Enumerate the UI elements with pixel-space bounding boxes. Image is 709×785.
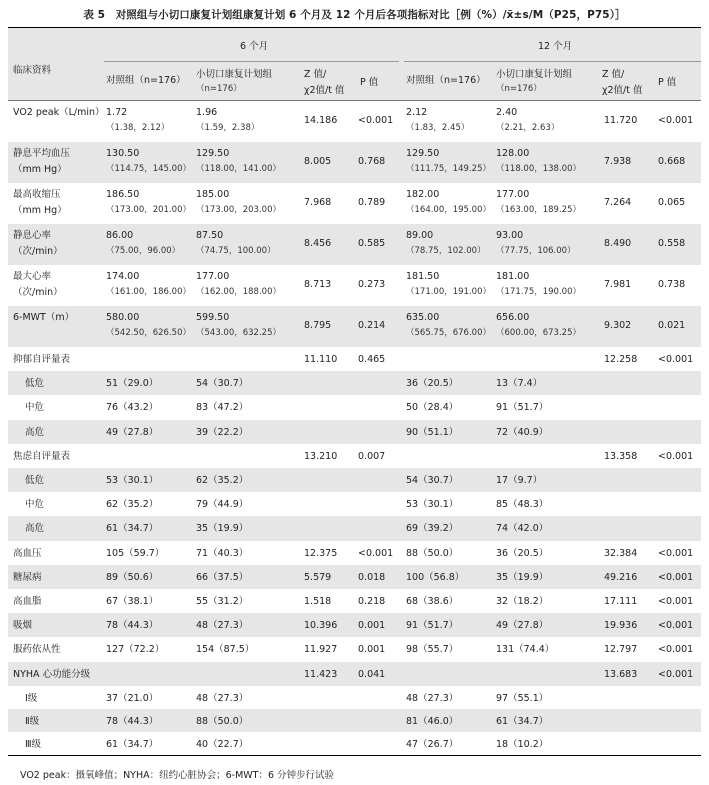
cell-p6: 0.018 bbox=[358, 571, 386, 583]
cell-p12: 0.021 bbox=[658, 320, 686, 331]
cell-m6c: 186.50 bbox=[106, 189, 140, 200]
cell-m12p: 32（18.2） bbox=[496, 596, 549, 607]
cell-m12c: 50（28.4） bbox=[406, 402, 459, 414]
cell-m6c: 49（27.8） bbox=[106, 426, 159, 438]
cell-p12: <0.001 bbox=[658, 354, 694, 365]
cell-m6p-range: （74.75，100.00） bbox=[196, 246, 276, 256]
cell-p6: 0.273 bbox=[358, 279, 386, 290]
cell-m6p: 39（22.2） bbox=[196, 426, 249, 438]
cell-m12c: 48（27.3） bbox=[406, 692, 459, 704]
cell-m12c-range: （565.75，676.00） bbox=[406, 328, 491, 338]
cell-m6p: 62（35.2） bbox=[196, 475, 249, 486]
cell-label: 最大心率 bbox=[13, 271, 52, 282]
cell-m6c: 67（38.1） bbox=[106, 596, 159, 607]
cell-label2: （次/min） bbox=[13, 246, 63, 257]
cell-m6c-range: （161.00，186.00） bbox=[106, 287, 191, 297]
cell-m12c: 54（30.7） bbox=[406, 475, 459, 486]
cell-m12p: 656.00 bbox=[496, 312, 530, 323]
table-row bbox=[8, 468, 701, 492]
header-rule-6 bbox=[104, 61, 399, 62]
cell-m6p: 54（30.7） bbox=[196, 378, 249, 390]
cell-p6: 0.465 bbox=[358, 354, 386, 365]
cell-label2: （mm Hg） bbox=[13, 205, 67, 216]
cell-p6: 0.768 bbox=[358, 156, 386, 167]
cell-m6c: 105（59.7） bbox=[106, 547, 165, 559]
cell-m6p-range: （118.00，141.00） bbox=[196, 164, 281, 174]
cell-m12p: 36（20.5） bbox=[496, 547, 549, 559]
cell-label: 服药依从性 bbox=[13, 644, 61, 656]
cell-s6: 7.968 bbox=[304, 197, 332, 208]
cell-s12: 13.358 bbox=[604, 450, 638, 462]
cell-m12p-range: （118.00，138.00） bbox=[496, 164, 581, 174]
cell-p6: 0.001 bbox=[358, 620, 386, 632]
cell-p12: 0.065 bbox=[658, 197, 686, 208]
header-p-6: P 值 bbox=[360, 77, 379, 88]
header-plan-12: 小切口康复计划组 bbox=[496, 69, 573, 80]
header-plan-n-12: （n=176） bbox=[496, 84, 542, 94]
header-stat-12: Z 值/ bbox=[602, 69, 625, 80]
cell-m12p-range: （77.75，106.00） bbox=[496, 246, 576, 256]
cell-m12p-range: （171.75，190.00） bbox=[496, 287, 581, 297]
cell-m6c: 62（35.2） bbox=[106, 499, 159, 511]
cell-label2: （mm Hg） bbox=[13, 164, 67, 175]
cell-label: NYHA 心功能分级 bbox=[13, 668, 91, 680]
cell-label: 静息平均血压 bbox=[13, 148, 71, 159]
cell-m12c: 635.00 bbox=[406, 312, 440, 323]
cell-m12c: 36（20.5） bbox=[406, 378, 459, 390]
cell-label: VO2 peak（L/min） bbox=[13, 107, 105, 118]
cell-s12: 7.938 bbox=[604, 156, 632, 167]
cell-m6p: 87.50 bbox=[196, 230, 224, 241]
cell-m12p: 49（27.8） bbox=[496, 620, 549, 632]
cell-m12p: 17（9.7） bbox=[496, 475, 543, 486]
cell-m12p: 91（51.7） bbox=[496, 402, 549, 414]
cell-m12c: 68（38.6） bbox=[406, 596, 459, 607]
table-row bbox=[8, 492, 701, 516]
cell-p6: 0.218 bbox=[358, 596, 386, 607]
cell-m6p-range: （543.00，632.25） bbox=[196, 328, 281, 338]
table-row bbox=[8, 142, 701, 183]
cell-m12c: 47（26.7） bbox=[406, 738, 459, 750]
cell-m12c: 69（39.2） bbox=[406, 523, 459, 535]
cell-m6p: 599.50 bbox=[196, 312, 230, 323]
table-row bbox=[8, 662, 701, 686]
cell-label2: （次/min） bbox=[13, 287, 63, 298]
cell-s6: 12.375 bbox=[304, 547, 338, 559]
table-row bbox=[8, 516, 701, 540]
table-row bbox=[8, 709, 701, 732]
cell-s12: 8.490 bbox=[604, 238, 632, 249]
cell-m12c: 53（30.1） bbox=[406, 499, 459, 511]
cell-m6c: 1.72 bbox=[106, 107, 128, 118]
table-row bbox=[8, 541, 701, 565]
results-table bbox=[8, 27, 701, 756]
header-control-6: 对照组（n=176） bbox=[106, 75, 186, 86]
cell-m12c: 129.50 bbox=[406, 148, 440, 159]
cell-s12: 12.797 bbox=[604, 644, 638, 656]
cell-m6c: 53（30.1） bbox=[106, 475, 159, 486]
cell-s6: 1.518 bbox=[304, 596, 332, 607]
cell-m12p-range: （600.00，673.25） bbox=[496, 328, 581, 338]
cell-p6: 0.585 bbox=[358, 238, 386, 249]
cell-s12: 49.216 bbox=[604, 571, 638, 583]
cell-label: Ⅰ级 bbox=[25, 692, 38, 704]
cell-s12: 13.683 bbox=[604, 668, 638, 680]
cell-m6p: 129.50 bbox=[196, 148, 230, 159]
cell-m12c: 89.00 bbox=[406, 230, 434, 241]
cell-s6: 11.110 bbox=[304, 354, 338, 365]
cell-m6c: 86.00 bbox=[106, 230, 134, 241]
cell-s6: 11.927 bbox=[304, 644, 338, 656]
cell-m6c: 76（43.2） bbox=[106, 402, 159, 414]
table-row bbox=[8, 732, 701, 755]
cell-m6p: 71（40.3） bbox=[196, 547, 249, 559]
cell-s6: 8.795 bbox=[304, 320, 332, 331]
cell-p12: <0.001 bbox=[658, 547, 694, 559]
cell-m12p: 131（74.4） bbox=[496, 644, 555, 656]
cell-label: 吸烟 bbox=[13, 620, 33, 632]
cell-m12p: 128.00 bbox=[496, 148, 530, 159]
cell-s12: 7.264 bbox=[604, 197, 632, 208]
cell-label: 6-MWT（m） bbox=[13, 312, 75, 323]
cell-m12p: 61（34.7） bbox=[496, 715, 549, 727]
cell-p12: <0.001 bbox=[658, 596, 694, 607]
cell-m12p: 74（42.0） bbox=[496, 523, 549, 535]
table-row bbox=[8, 686, 701, 709]
cell-label: 糖尿病 bbox=[13, 571, 42, 583]
cell-m12c: 181.50 bbox=[406, 271, 440, 282]
cell-p6: 0.789 bbox=[358, 197, 386, 208]
cell-m12p: 97（55.1） bbox=[496, 692, 549, 704]
cell-m6p: 177.00 bbox=[196, 271, 230, 282]
cell-label: 高危 bbox=[25, 523, 45, 535]
cell-m12c-range: （171.00，191.00） bbox=[406, 287, 491, 297]
cell-m6c: 78（44.3） bbox=[106, 620, 159, 632]
cell-p12: 0.738 bbox=[658, 279, 686, 290]
cell-s6: 11.423 bbox=[304, 668, 338, 680]
cell-m6c-range: （114.75，145.00） bbox=[106, 164, 191, 174]
header-group-12: 12 个月 bbox=[538, 41, 573, 52]
table-row bbox=[8, 306, 701, 347]
cell-s12: 12.258 bbox=[604, 354, 638, 365]
cell-m12c: 81（46.0） bbox=[406, 715, 459, 727]
cell-m12p: 177.00 bbox=[496, 189, 530, 200]
cell-s6: 14.186 bbox=[304, 115, 338, 126]
cell-label: 中危 bbox=[25, 402, 45, 414]
cell-m12c-range: （78.75，102.00） bbox=[406, 246, 486, 256]
cell-p12: <0.001 bbox=[658, 644, 694, 656]
cell-m6c-range: （1.38，2.12） bbox=[106, 123, 170, 133]
table-row bbox=[8, 371, 701, 395]
cell-m6p: 66（37.5） bbox=[196, 571, 249, 583]
cell-m6c: 37（21.0） bbox=[106, 692, 159, 704]
cell-s6: 10.396 bbox=[304, 620, 338, 632]
cell-m6c: 61（34.7） bbox=[106, 523, 159, 535]
table-row bbox=[8, 224, 701, 265]
cell-m6c: 174.00 bbox=[106, 271, 140, 282]
cell-m12p: 93.00 bbox=[496, 230, 524, 241]
cell-m6c-range: （75.00，96.00） bbox=[106, 246, 181, 256]
cell-label: 中危 bbox=[25, 499, 45, 511]
cell-s12: 9.302 bbox=[604, 320, 632, 331]
cell-m6c: 580.00 bbox=[106, 312, 140, 323]
cell-p6: <0.001 bbox=[358, 115, 394, 126]
cell-p6: 0.001 bbox=[358, 644, 386, 656]
cell-m6p: 83（47.2） bbox=[196, 402, 249, 414]
table-row bbox=[8, 265, 701, 306]
cell-m6c: 89（50.6） bbox=[106, 571, 159, 583]
cell-s6: 13.210 bbox=[304, 450, 338, 462]
cell-p6: 0.007 bbox=[358, 450, 386, 462]
header-group-6: 6 个月 bbox=[240, 41, 269, 52]
cell-m12c-range: （1.83，2.45） bbox=[406, 123, 470, 133]
cell-m6p: 35（19.9） bbox=[196, 523, 249, 535]
table-row bbox=[8, 565, 701, 589]
cell-m6p: 55（31.2） bbox=[196, 596, 249, 607]
cell-m6c: 51（29.0） bbox=[106, 378, 159, 390]
cell-label: 低危 bbox=[25, 475, 45, 486]
cell-p6: 0.214 bbox=[358, 320, 386, 331]
cell-s6: 5.579 bbox=[304, 571, 332, 583]
cell-p6: <0.001 bbox=[358, 547, 394, 559]
cell-m12c-range: （111.75，149.25） bbox=[406, 164, 491, 174]
cell-s6: 8.713 bbox=[304, 279, 332, 290]
table-row bbox=[8, 395, 701, 419]
cell-m6p: 48（27.3） bbox=[196, 692, 249, 704]
cell-m12c: 182.00 bbox=[406, 189, 440, 200]
header-control-12: 对照组（n=176） bbox=[406, 75, 486, 86]
table-row bbox=[8, 101, 701, 142]
cell-m12p: 13（7.4） bbox=[496, 378, 543, 390]
cell-m6p: 48（27.3） bbox=[196, 620, 249, 632]
cell-label: 抑郁自评量表 bbox=[13, 354, 71, 365]
cell-m12p-range: （163.00，189.25） bbox=[496, 205, 581, 215]
header-stat2-6: χ2值/t 值 bbox=[304, 85, 345, 96]
cell-p12: 0.558 bbox=[658, 238, 686, 249]
footnote: VO2 peak：摄氧峰值；NYHA：纽约心脏协会；6-MWT：6 分钟步行试验 bbox=[20, 770, 335, 781]
cell-m6c: 78（44.3） bbox=[106, 715, 159, 727]
cell-p12: <0.001 bbox=[658, 115, 694, 126]
table-row bbox=[8, 589, 701, 613]
table-header bbox=[8, 28, 701, 101]
cell-m12c: 98（55.7） bbox=[406, 644, 459, 656]
cell-m6p: 88（50.0） bbox=[196, 715, 249, 727]
cell-m12p-range: （2.21，2.63） bbox=[496, 123, 560, 133]
cell-label: 焦虑自评量表 bbox=[13, 450, 71, 462]
cell-m6c: 61（34.7） bbox=[106, 738, 159, 750]
cell-label: 高危 bbox=[25, 426, 45, 438]
table-caption: 表 5 对照组与小切口康复计划组康复计划 6 个月及 12 个月后各项指标对比［例（%）/x̄±s/M（P25，P75）］ bbox=[83, 9, 626, 21]
cell-m12c: 91（51.7） bbox=[406, 620, 459, 632]
cell-m12c: 88（50.0） bbox=[406, 547, 459, 559]
cell-m6p-range: （1.59，2.38） bbox=[196, 123, 260, 133]
cell-m12c: 100（56.8） bbox=[406, 571, 465, 583]
cell-m6c-range: （173.00，201.00） bbox=[106, 205, 191, 215]
table-row bbox=[8, 613, 701, 637]
cell-m6p: 154（87.5） bbox=[196, 644, 255, 656]
cell-p12: 0.668 bbox=[658, 156, 686, 167]
cell-m12p: 2.40 bbox=[496, 107, 518, 118]
cell-m12p: 35（19.9） bbox=[496, 571, 549, 583]
header-label-col: 临床资料 bbox=[13, 65, 52, 76]
cell-label: 低危 bbox=[25, 378, 45, 390]
cell-s12: 7.981 bbox=[604, 279, 632, 290]
cell-p12: <0.001 bbox=[658, 571, 694, 583]
cell-s12: 32.384 bbox=[604, 547, 638, 559]
cell-m12p: 181.00 bbox=[496, 271, 530, 282]
cell-label: 静息心率 bbox=[13, 230, 52, 241]
cell-label: 最高收缩压 bbox=[13, 189, 61, 200]
header-stat-6: Z 值/ bbox=[304, 69, 327, 80]
cell-s6: 8.005 bbox=[304, 156, 332, 167]
cell-label: 高血压 bbox=[13, 547, 42, 559]
cell-m6p: 79（44.9） bbox=[196, 499, 249, 511]
cell-m6c-range: （542.50，626.50） bbox=[106, 328, 191, 338]
cell-m6c: 130.50 bbox=[106, 148, 140, 159]
cell-m12c: 2.12 bbox=[406, 107, 428, 118]
table-row bbox=[8, 420, 701, 444]
table-row bbox=[8, 183, 701, 224]
cell-m6p-range: （162.00，188.00） bbox=[196, 287, 281, 297]
table-row bbox=[8, 347, 701, 371]
cell-m12p: 85（48.3） bbox=[496, 499, 549, 511]
table-row bbox=[8, 637, 701, 661]
cell-m12c: 90（51.1） bbox=[406, 426, 459, 438]
cell-s12: 19.936 bbox=[604, 620, 638, 632]
cell-label: Ⅱ级 bbox=[25, 715, 40, 727]
cell-m6p: 40（22.7） bbox=[196, 738, 249, 750]
cell-label: Ⅲ级 bbox=[25, 738, 42, 750]
cell-p6: 0.041 bbox=[358, 668, 386, 680]
cell-label: 高血脂 bbox=[13, 596, 42, 607]
cell-p12: <0.001 bbox=[658, 450, 694, 462]
cell-p12: <0.001 bbox=[658, 668, 694, 680]
table-row bbox=[8, 444, 701, 468]
header-plan-n-6: （n=176） bbox=[196, 84, 242, 94]
header-stat2-12: χ2值/t 值 bbox=[602, 85, 643, 96]
cell-m12p: 18（10.2） bbox=[496, 738, 549, 750]
cell-m6p: 185.00 bbox=[196, 189, 230, 200]
header-plan-6: 小切口康复计划组 bbox=[196, 69, 273, 80]
cell-m6p-range: （173.00，203.00） bbox=[196, 205, 281, 215]
cell-p12: <0.001 bbox=[658, 620, 694, 632]
header-rule-12 bbox=[404, 61, 701, 62]
cell-s12: 11.720 bbox=[604, 115, 638, 126]
cell-m12c-range: （164.00，195.00） bbox=[406, 205, 491, 215]
cell-m12p: 72（40.9） bbox=[496, 426, 549, 438]
header-p-12: P 值 bbox=[658, 77, 677, 88]
cell-m6c: 127（72.2） bbox=[106, 644, 165, 656]
cell-m6p: 1.96 bbox=[196, 107, 218, 118]
cell-s6: 8.456 bbox=[304, 238, 332, 249]
cell-s12: 17.111 bbox=[604, 596, 638, 607]
table-body bbox=[8, 101, 701, 755]
